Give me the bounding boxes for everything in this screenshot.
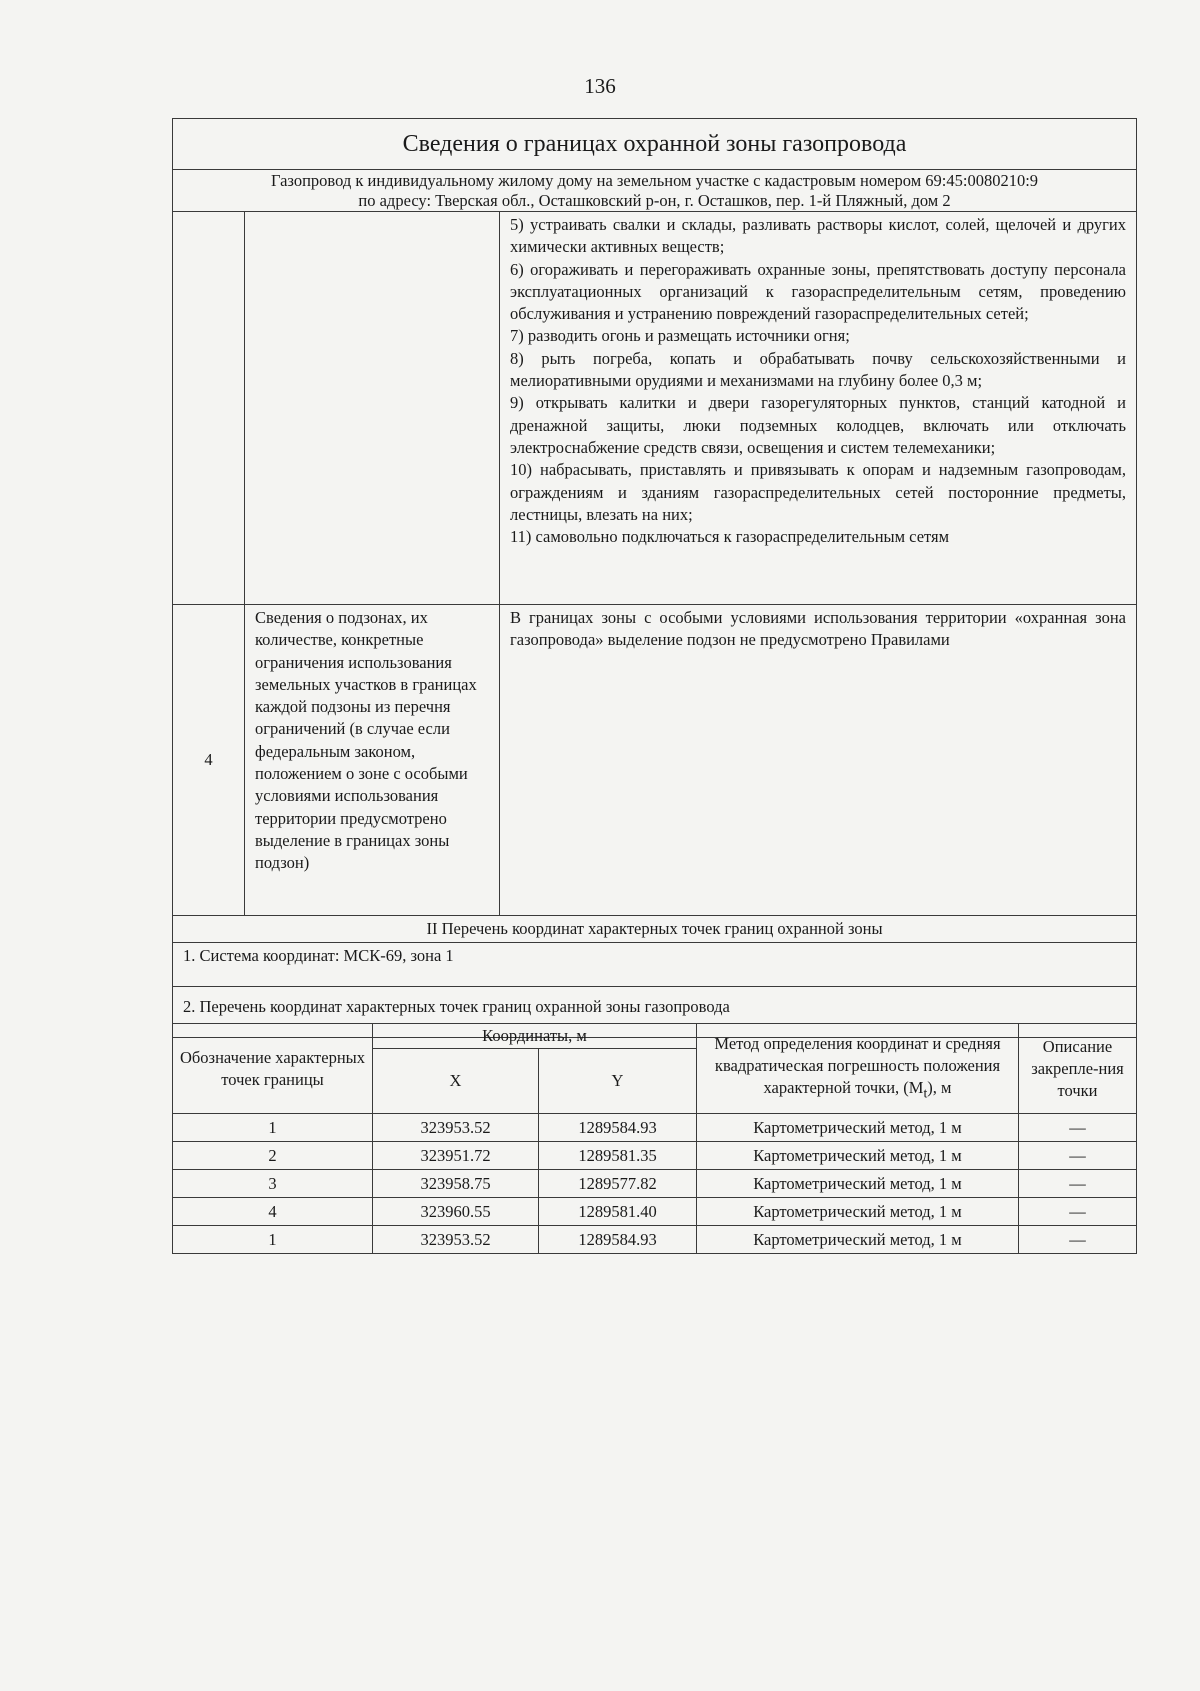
coord-y: 1289577.82 xyxy=(539,1170,697,1198)
header-method-subscript: t xyxy=(923,1085,928,1101)
fixing: — xyxy=(1019,1142,1137,1170)
restriction-item: 10) набрасывать, приставлять и привязывать к опорам и надземным газопроводам, ограждениям и зданиям газораспределительных сетей посторонние предметы, лестницы, влезать на них; xyxy=(510,460,1127,524)
coordinate-list-title: 2. Перечень координат характерных точек границ охранной зоны газопровода xyxy=(173,987,1137,1038)
coord-x: 323960.55 xyxy=(373,1198,539,1226)
method: Картометрический метод, 1 м xyxy=(697,1142,1019,1170)
row-label xyxy=(245,212,500,605)
coord-x: 323953.52 xyxy=(373,1114,539,1142)
subzones-text: В границах зоны с особыми условиями использования территории «охранная зона газопровода» выделение подзон не предусмотрено Правилами xyxy=(500,605,1137,916)
fixing: — xyxy=(1019,1226,1137,1254)
subzones-label: Сведения о подзонах, их количестве, конкретные ограничения использования земельных участков в границах каждой подзоны из перечня ограничений (в случае если федеральным законом, положением о зоне с особыми условиями использования территории предусмотрено выделение в границах зоны подзон) xyxy=(245,605,500,916)
coord-x: 323958.75 xyxy=(373,1170,539,1198)
table-row xyxy=(173,1170,1137,1198)
coordinates-table xyxy=(172,1023,1137,1254)
header-coordinates: Координаты, м xyxy=(373,1024,697,1049)
row-number xyxy=(173,212,245,605)
restrictions-row xyxy=(173,212,1137,605)
document-title: Сведения о границах охранной зоны газопровода xyxy=(173,119,1137,170)
coord-y: 1289581.35 xyxy=(539,1142,697,1170)
header-point: Обозначение характерных точек границы xyxy=(173,1024,373,1114)
point-id: 1 xyxy=(173,1114,373,1142)
restriction-item: 7) разводить огонь и размещать источники огня; xyxy=(510,326,850,346)
row-number: 4 xyxy=(173,605,245,916)
header-method: Метод определения координат и средняя квадратическая погрешность положения характерной точки, $(M_t)$, м xyxy=(697,1024,1019,1114)
point-id: 1 xyxy=(173,1226,373,1254)
section-2-title: II Перечень координат характерных точек границ охранной зоны xyxy=(173,916,1137,943)
point-id: 3 xyxy=(173,1170,373,1198)
coord-x: 323953.52 xyxy=(373,1226,539,1254)
fixing: — xyxy=(1019,1170,1137,1198)
restriction-item: 8) рыть погреба, копать и обрабатывать почву сельскохозяйственными и мелиоративными орудиями и механизмами на глубину более 0,3 м; xyxy=(510,348,1127,391)
coordinate-system: 1. Система координат: МСК-69, зона 1 xyxy=(173,943,1137,987)
coord-y: 1289581.40 xyxy=(539,1198,697,1226)
restriction-item: 9) открывать калитки и двери газорегуляторных пунктов, станций катодной и дренажной защиты, люки подземных колодцев, включать или отключать электроснабжение средств связи, освещения и систем телемеханики; xyxy=(510,393,1127,457)
restriction-item: 11) самовольно подключаться к газораспределительным сетям xyxy=(510,527,950,547)
fixing: — xyxy=(1019,1114,1137,1142)
restrictions-list xyxy=(500,212,1137,605)
object-description-line-1: Газопровод к индивидуальному жилому дому на земельном участке с кадастровым номером 69:45:0080210:9 xyxy=(270,170,1039,190)
table-row xyxy=(173,1114,1137,1142)
zone-info-table xyxy=(172,118,1137,1038)
table-row xyxy=(173,1226,1137,1254)
fixing: — xyxy=(1019,1198,1137,1226)
coord-y: 1289584.93 xyxy=(539,1226,697,1254)
restriction-item: 6) огораживать и перегораживать охранные зоны, препятствовать доступу персонала эксплуатационных организаций к газораспределительным сетям, проведению обслуживания и устранению повреждений газораспределительных сетей; xyxy=(510,259,1127,324)
coord-y: 1289584.93 xyxy=(539,1114,697,1142)
header-fixing: Описание закрепле-ния точки xyxy=(1019,1024,1137,1114)
method: Картометрический метод, 1 м xyxy=(697,1198,1019,1226)
table-row xyxy=(173,1142,1137,1170)
method: Картометрический метод, 1 м xyxy=(697,1114,1019,1142)
object-description-line-2: по адресу: Тверская обл., Осташковский р-он, г. Осташков, пер. 1-й Пляжный, дом 2 xyxy=(358,190,951,210)
point-id: 4 xyxy=(173,1198,373,1226)
header-x: X xyxy=(373,1049,539,1114)
method: Картометрический метод, 1 м xyxy=(697,1170,1019,1198)
object-description xyxy=(173,170,1137,212)
point-id: 2 xyxy=(173,1142,373,1170)
restriction-item: 5) устраивать свалки и склады, разливать растворы кислот, солей, щелочей и других химически активных веществ; xyxy=(510,215,1127,257)
table-row xyxy=(173,1198,1137,1226)
page-number: 136 xyxy=(584,74,616,98)
subzones-row xyxy=(173,605,1137,916)
method: Картометрический метод, 1 м xyxy=(697,1226,1019,1254)
coord-x: 323951.72 xyxy=(373,1142,539,1170)
header-y: Y xyxy=(539,1049,697,1114)
